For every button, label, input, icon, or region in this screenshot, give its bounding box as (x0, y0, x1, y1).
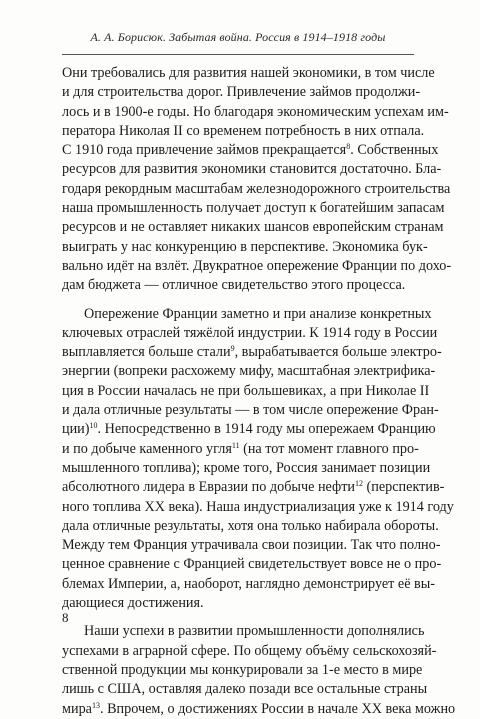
text-line: Опережение Франции заметно и при анализе конкретных (84, 305, 432, 322)
text-line: ресурсов для развития экономики становится достаточно. Бла- (62, 161, 442, 178)
text-line: дам бюджета — отличное свидетельство этого процесса. (62, 277, 406, 294)
text-line: ценное сравнение с Францией свидетельствует вовсе не о про- (62, 556, 442, 573)
text-line: лось и в 1900-е годы. Но благодаря экономическим успехам им- (62, 103, 449, 120)
footnote-ref-11: 11 (231, 440, 240, 450)
text-line: ператора Николая II со временем потребность в них отпала. (62, 122, 425, 139)
text-line: лишь с США, оставляя далеко позади все остальные страны (62, 681, 428, 698)
footnote-ref-10: 10 (89, 421, 98, 431)
text-fragment: С 1910 года привлечение займов прекращается (62, 142, 347, 159)
text-line: выиграть у нас конкуренцию в перспективе. Экономика бук- (62, 238, 428, 255)
text-fragment: мира (62, 700, 92, 717)
text-line: ного топлива XX века). Наша индустриализация уже к 1914 году (62, 498, 454, 515)
text-line: блемах Империи, а, наоборот, наглядно демонстрирует её вы- (62, 575, 435, 592)
text-line: наша промышленность получает доступ к богатейшим запасам (62, 200, 445, 217)
text-line: Они требовались для развития нашей экономики, в том числе (62, 65, 435, 81)
text-line: Наши успехи в развитии промышленности дополнялись (84, 623, 425, 640)
page-number: 8 (62, 610, 69, 625)
text-line (62, 700, 456, 719)
text-fragment: . Собственных (350, 142, 439, 159)
text-line: годаря рекордным масштабам железнодорожного строительства (62, 180, 451, 197)
text-line: Между тем Франция утрачивала свои позиции. Так что полно- (62, 537, 441, 554)
footnote-ref-12: 12 (355, 479, 363, 489)
text-line: ключевых отраслей тяжёлой индустрии. К 1914 году в России (62, 324, 438, 341)
footnote-ref-8: 8 (346, 142, 351, 152)
text-line: ственной продукции мы конкурировали за 1-е место в мире (62, 661, 423, 678)
text-line: ция в России началась не при большевиках, а при Николае II (62, 382, 430, 399)
text-line: мышленного топлива); кроме того, Россия занимает позиции (62, 459, 431, 476)
text-line (62, 420, 436, 439)
text-line: дала отличные результаты, хотя она только набирала обороты. (62, 517, 439, 534)
text-line (62, 343, 442, 362)
text-line: и дала отличные результаты — в том числе опережение Фран- (62, 402, 439, 419)
text-fragment: и по добыче каменного угля (62, 440, 232, 457)
text-line (62, 440, 419, 459)
header-rule (62, 54, 414, 55)
text-line: успехами в аграрной сфере. По общему объёму сельскохозяй- (62, 642, 437, 659)
text-line (62, 141, 439, 160)
text-line: вально идёт на взлёт. Двукратное опережение Франции по дохо- (62, 257, 452, 274)
text-line: дающиеся достижения. (62, 595, 204, 612)
footnote-ref-13: 13 (91, 700, 100, 710)
text-line: ресурсов и не оставляет никаких шансов европейским странам (62, 219, 444, 236)
text-fragment: выплавляется больше стали (62, 344, 231, 361)
text-fragment: (на тот момент главного про- (239, 440, 419, 457)
text-fragment: . Непосредственно в 1914 году мы опережаем Францию (97, 421, 436, 438)
text-line: и для строительства дорог. Привлечение займов продолжи- (62, 84, 421, 101)
text-fragment: (перспектив- (363, 479, 445, 496)
footnote-ref-9: 9 (230, 344, 235, 354)
text-fragment: , вырабатывается больше электро- (234, 344, 442, 361)
text-fragment: абсолютного лидера в Евразии по добыче нефти (62, 479, 355, 496)
text-fragment: . Впрочем, о достижениях России в начале XX века можно (99, 700, 456, 717)
body-text (62, 64, 456, 719)
text-fragment: ции) (62, 421, 90, 438)
text-line: энергии (вопреки расхожему мифу, масштабная электрифика- (62, 363, 436, 380)
running-head: А. А. Борисюк. Забытая война. Россия в 1914–1918 годы (90, 30, 386, 44)
text-line (62, 478, 445, 497)
